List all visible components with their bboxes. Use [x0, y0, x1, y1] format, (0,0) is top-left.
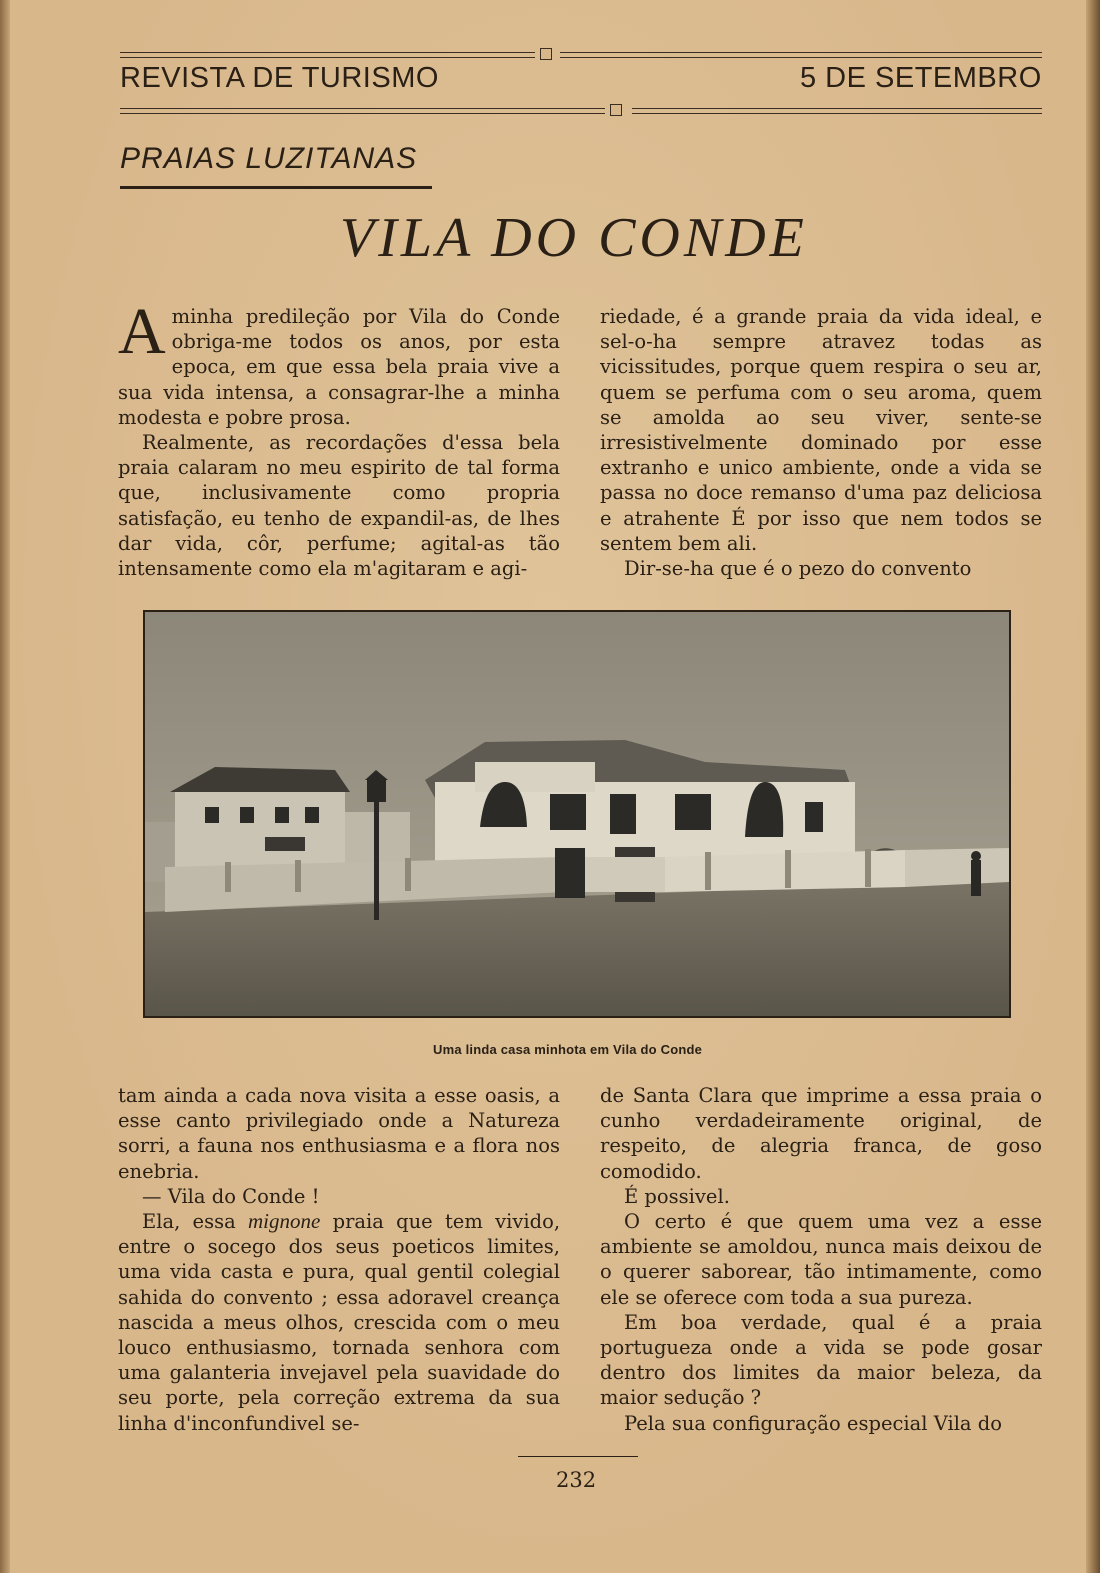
paragraph: tam ainda a cada nova visita a esse oasis, a esse canto privilegiado onde a Natureza sorri, a fauna nos enthusiasma e a flora nos enebria.: [118, 1084, 560, 1183]
paragraph: riedade, é a grande praia da vida ideal, e sel-o-ha sempre atravez todas as vicissitudes, porque quem respira o seu ar, quem se perfuma com o seu aroma, quem se amolda ao seu viver, sente-se irresistivelmente dominado por esse extranho e unico ambiente, onde a vida se passa no doce remanso d'uma paz deliciosa e atrahente É por isso que nem todos se sentem bem ali.: [600, 305, 1042, 555]
paragraph: — Vila do Conde !: [142, 1184, 320, 1208]
emphasized-word: mignone: [248, 1209, 321, 1234]
paragraph: Pela sua configuração especial Vila do: [624, 1411, 1002, 1435]
column-bottom-left: [118, 1083, 560, 1436]
column-top-left: [118, 295, 560, 581]
page-edge-right: [1086, 0, 1100, 1573]
column-bottom-right: [600, 1083, 1042, 1436]
running-head-title: REVISTA DE TURISMO: [120, 62, 439, 94]
paragraph: [118, 295, 560, 430]
paragraph: de Santa Clara que imprime a essa praia o cunho verdadeiramente original, de respeito, de alegria franca, de goso comodido.: [600, 1084, 1042, 1183]
paragraph-text: minha predileção por Vila do Conde obriga-me todos os anos, por esta epoca, em que essa bela praia vive a sua vida intensa, a consagrar-lhe a minha modesta e pobre prosa.: [118, 305, 560, 429]
paragraph: Em boa verdade, qual é a praia portugueza onde a vida se pode gosar dentro dos limites da maior beleza, da maior sedução ?: [600, 1310, 1042, 1410]
header-top-rule-right: [560, 52, 1042, 58]
paragraph-text: Ela, essa: [142, 1210, 236, 1234]
header-bottom-rule-right: [632, 108, 1042, 114]
paragraph: O certo é que quem uma vez a esse ambiente se amoldou, nunca mais deixou de o querer saborear, tão intimamente, como ele se oferece com toda a sua pureza.: [600, 1210, 1042, 1309]
running-head-date: 5 DE SETEMBRO: [800, 62, 1042, 94]
paragraph: É possivel.: [624, 1184, 730, 1208]
paragraph: [118, 1209, 560, 1436]
drop-cap: A: [118, 295, 166, 368]
paragraph: Realmente, as recordações d'essa bela praia calaram no meu espirito de tal forma que, inclusivamente como propria satisfação, eu tenho de expandil-as, de lhes dar vida, côr, perfume; agital-as tão intensamente como ela m'agitaram e agi-: [118, 431, 560, 581]
header-bottom-rule-left: [120, 108, 605, 114]
article-title: VILA DO CONDE: [340, 207, 808, 269]
paragraph: Dir-se-ha que é o pezo do convento: [624, 557, 972, 581]
footer-rule: [518, 1456, 638, 1457]
house-photo-illustration: [145, 612, 1009, 1016]
header-top-rule-left: [120, 52, 535, 58]
header-bottom-ornament: [610, 104, 622, 116]
column-top-right: [600, 304, 1042, 581]
section-underline: [120, 186, 432, 189]
page-number: 232: [556, 1468, 597, 1492]
section-heading: PRAIAS LUZITANAS: [120, 142, 418, 175]
header-top-ornament: [540, 48, 552, 60]
page-edge-left: [0, 0, 10, 1573]
photo-caption: Uma linda casa minhota em Vila do Conde: [433, 1042, 703, 1057]
paragraph-text: praia que tem vivido, entre o socego dos seus poeticos limites, uma vida casta e pura, qual gentil colegial sahida do convento ; essa adoravel creança nascida a meus olhos, crescida com o meu louco enthusiasmo, tornada senhora com uma galanteria invejavel pela suavidade do seu porte, pela correção extrema da sua linha d'inconfundivel se-: [118, 1210, 561, 1435]
house-photograph: [143, 610, 1011, 1018]
